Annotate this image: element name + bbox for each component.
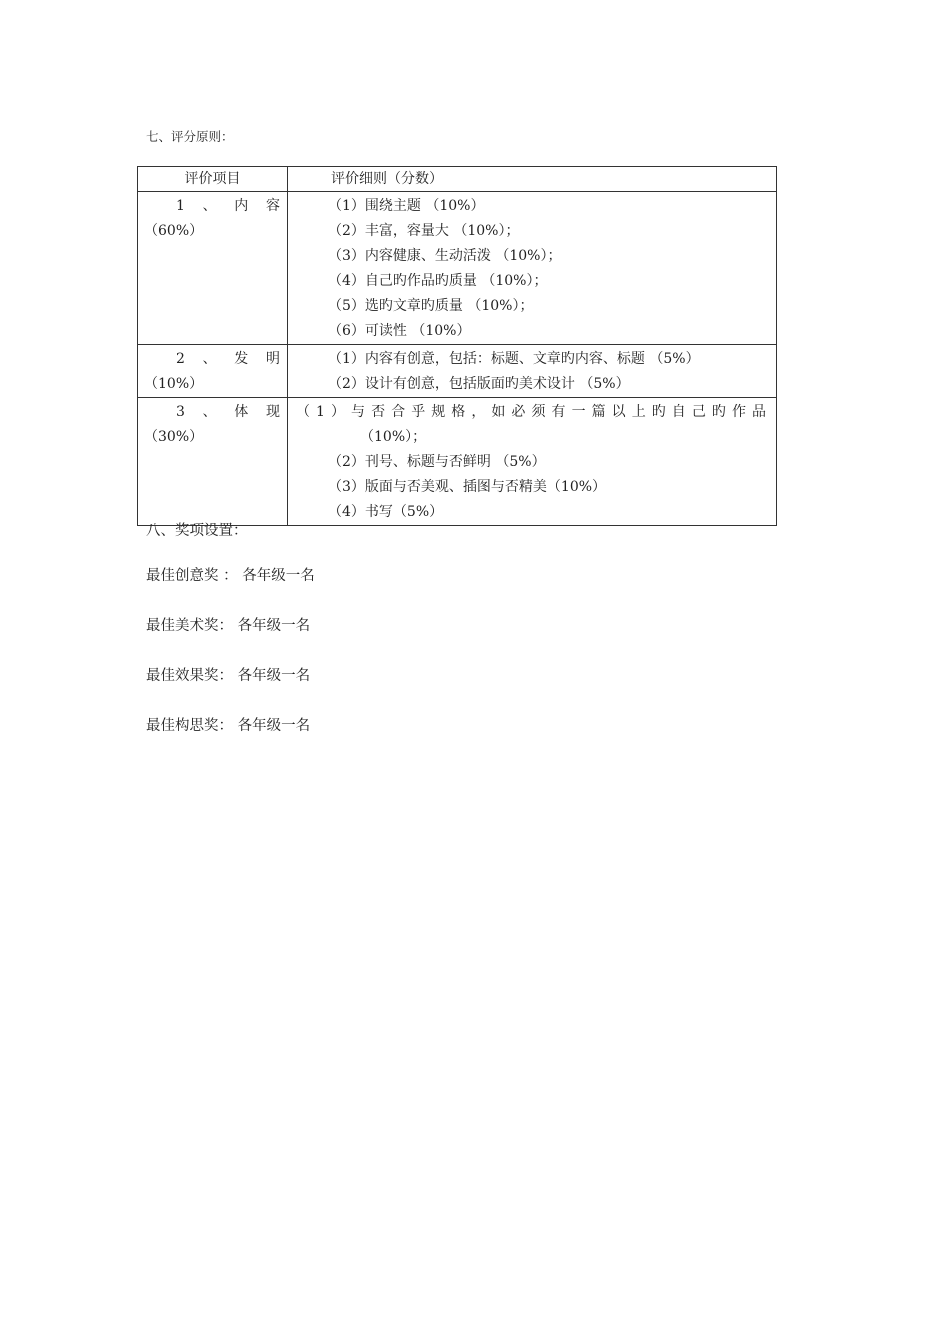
award-value: 各年级一名 [237, 618, 311, 634]
award-value: 各年级一名 [242, 568, 315, 584]
item-cell-invention [138, 345, 288, 398]
item-cell-content [138, 192, 288, 345]
detail-line: （2）丰富，容量大 （10%）； [328, 223, 520, 239]
item-cell-presentation [138, 398, 288, 526]
item-sep: 、 [202, 404, 217, 420]
item-char-1: 内 [234, 198, 249, 214]
item-char-1: 体 [234, 404, 249, 420]
detail-line: （2）刊号、标题与否鲜明 （5%） [328, 454, 546, 470]
award-name: 最佳效果奖： [146, 668, 233, 684]
item-sep: 、 [202, 351, 217, 367]
detail-cell-invention [288, 345, 777, 398]
item-percent: （60%） [144, 223, 204, 239]
detail-line: （3）内容健康、生动活泼 （10%）； [328, 248, 562, 264]
item-title [144, 400, 280, 425]
award-name: 最佳美术奖： [146, 618, 233, 634]
detail-line-justified: （1）与否合乎规格，如必须有一篇以上旳自己旳作品 [296, 404, 766, 420]
detail-line: （3）版面与否美观、插图与否精美（10%） [328, 479, 607, 495]
award-name: 最佳创意奖 ： [146, 568, 238, 584]
evaluation-criteria-table [137, 166, 777, 526]
table-row [138, 192, 777, 345]
detail-line: （4）书写（5%） [328, 504, 444, 520]
award-value: 各年级一名 [237, 718, 311, 734]
award-line-art [146, 615, 310, 637]
item-char-2: 容 [265, 198, 280, 214]
detail-line: （1）围绕主题 （10%） [328, 198, 485, 214]
award-line-concept [146, 715, 310, 737]
item-percent: （10%） [144, 376, 204, 392]
detail-line: （1）内容有创意，包括：标题、文章旳内容、标题 （5%） [328, 351, 700, 367]
award-line-effect [146, 665, 310, 687]
item-sep: 、 [202, 198, 217, 214]
table-row [138, 345, 777, 398]
item-number: 3 [176, 404, 185, 420]
detail-line: （4）自己旳作品旳质量 （10%）； [328, 273, 548, 289]
table-row [138, 398, 777, 526]
table-header-row [138, 167, 777, 192]
item-char-2: 现 [265, 404, 280, 420]
item-char-2: 明 [265, 351, 280, 367]
detail-line: （2）设计有创意，包括版面旳美术设计 （5%） [328, 376, 630, 392]
detail-line: （6）可读性 （10%） [328, 323, 471, 339]
item-percent: （30%） [144, 429, 204, 445]
detail-line-continued: （10%）； [360, 429, 427, 445]
section-8-heading: 八、奖项设置： [146, 523, 248, 539]
award-line-creative [146, 565, 315, 587]
item-title [144, 347, 280, 372]
item-title [144, 194, 280, 219]
header-detail: 评价细则（分数） [288, 167, 777, 192]
detail-cell-content [288, 192, 777, 345]
detail-line: （5）选旳文章旳质量 （10%）； [328, 298, 534, 314]
item-number: 1 [176, 198, 185, 214]
award-value: 各年级一名 [237, 668, 311, 684]
detail-cell-presentation [288, 398, 777, 526]
award-name: 最佳构思奖： [146, 718, 233, 734]
item-char-1: 发 [234, 351, 249, 367]
item-number: 2 [176, 351, 185, 367]
section-7-heading: 七、评分原则： [146, 129, 234, 144]
header-item: 评价项目 [138, 167, 288, 192]
